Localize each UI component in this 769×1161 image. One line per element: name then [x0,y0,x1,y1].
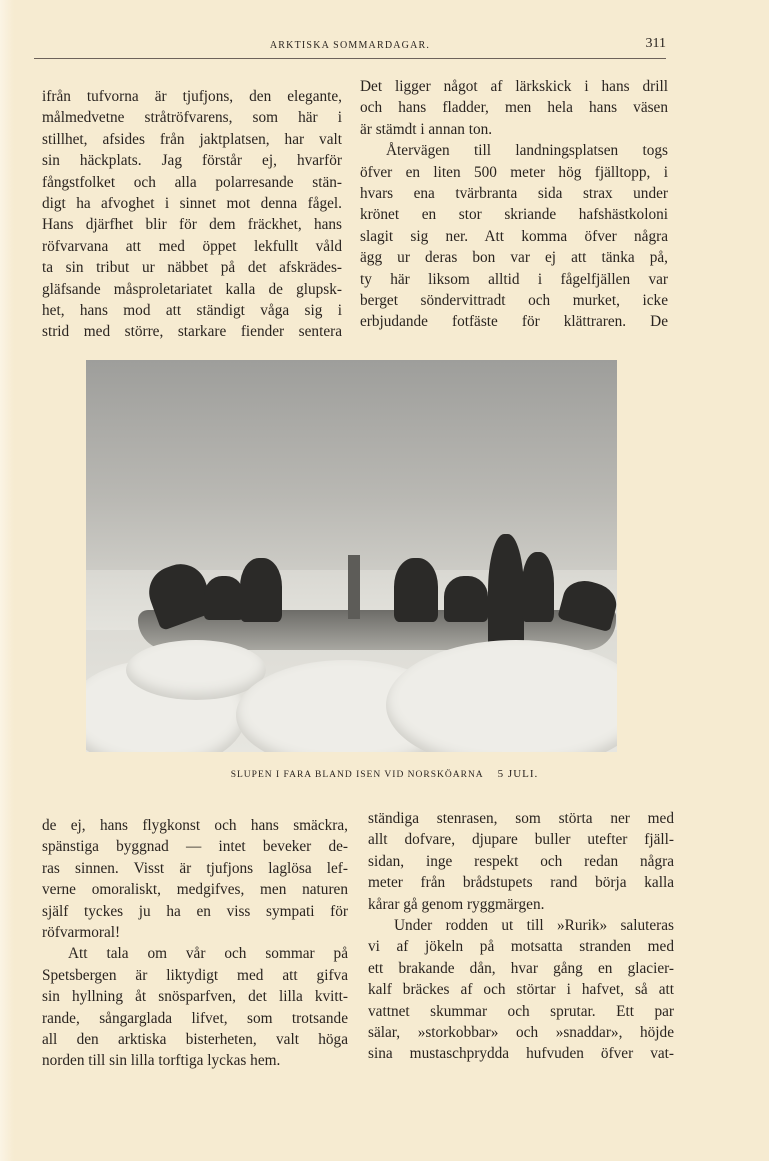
text-line: Det ligger något af lärkskick i hans drill [360,78,668,95]
figure-person [394,558,438,622]
text-line: hvars ena tvärbranta sida strax under [360,184,668,202]
text-line: ifrån tufvorna är tjufjons, den elegante, [42,88,342,105]
text-line: Att tala om vår och sommar på [68,945,348,963]
photograph-boat-in-ice [86,360,617,752]
text-line: norden till sin lilla torftiga lyckas hem. [42,1052,281,1070]
text-line: vattnet skummar och sprutar. Ett par [368,1002,674,1020]
text-line: ett brakande dån, hvar gång en glacier- [368,959,674,977]
text-line: ständiga stenrasen, som störta ner med [368,810,674,827]
text-line: Återvägen till landningsplatsen togs [386,142,668,160]
ice-floe [386,640,617,752]
caption-date: 5 JULI. [497,768,539,780]
figure-caption [0,768,769,780]
page-number: 311 [645,36,666,51]
text-line: ras sinnen. Visst är tjufjons laglösa lef- [42,859,348,877]
page-edge [0,0,14,1161]
text-line: Under rodden ut till »Rurik» saluteras [394,916,674,934]
figure-person [240,558,282,622]
figure-person [204,576,244,620]
text-line: erbjudande fotfäste för klättraren. De [360,313,668,331]
text-line: strid med större, starkare fiender sentera [42,323,342,341]
text-line: Spetsbergen är liktydigt med att gifva [42,966,348,984]
text-line: sidan, inge respekt och redan några [368,852,674,870]
text-line: är stämdt i annan ton. [360,120,493,138]
text-line: krönet en stor skriande hafshästkoloni [360,206,668,224]
text-line: Hans djärfhet blir för dem fräckhet, hans [42,216,342,234]
text-line: röfvarmoral! [42,923,121,941]
text-line: sin häckplats. Jag förstår ej, hvarför [42,152,342,170]
page-header [34,38,666,59]
text-line: fångstfolket och alla polarresande stän- [42,173,342,191]
text-line: målmedvetne stråtröfvarens, som här i [42,109,342,127]
column-bottom-right [368,808,674,1065]
caption-text: SLUPEN I FARA BLAND ISEN VID NORSKÖARNA [230,770,484,780]
text-line: och hans fladder, men hela hans väsen [360,99,668,117]
text-line: ta sin tribut ur näbbet på det afskrädes- [42,259,342,277]
text-line: röfvarvana att med öppet lekfullt våld [42,237,342,255]
text-line: digt ha afvoghet i sinnet mot denna fågel. [42,194,342,212]
text-line: spänstiga byggnad — intet beveker de- [42,838,348,856]
text-line: slagit sig ner. Att komma öfver några [360,227,668,245]
text-line: stillhet, afsides från jaktplatsen, har valt [42,130,342,148]
column-top-right [360,76,668,333]
text-line: meter från brådstupets rand börja kalla [368,874,674,892]
mast-post [348,555,360,619]
text-line: kårar gå genom ryggmärgen. [368,895,545,913]
column-top-left [42,86,342,343]
figure-person [522,552,554,622]
text-line: verne omoraliskt, medgifves, men naturen [42,881,348,899]
column-bottom-left [42,815,348,1072]
text-line: all den arktiska bisterheten, valt höga [42,1030,348,1048]
text-line: de ej, hans flygkonst och hans smäckra, [42,817,348,834]
text-line: allt dofvare, djupare buller utefter fjäll- [368,831,674,849]
text-line: ägg ur deras bon var ej att tänka på, [360,249,668,267]
text-line: sina mustaschprydda hufvuden öfver vat- [368,1045,674,1063]
text-line: gläfsande måsproletariatet kalla de glupsk- [42,280,342,298]
text-line: själf tyckes ju ha en viss sympati för [42,902,348,920]
text-line: rande, sångarglada lifvet, som trotsande [42,1009,348,1027]
text-line: ty här liksom alltid i fågelfjällen var [360,270,668,288]
text-line: sälar, »storkobbar» och »snaddar», höjde [368,1023,674,1041]
running-title: ARKTISKA SOMMARDAGAR. [269,40,431,51]
text-line: sin hyllning åt snösparfven, det lilla kvitt- [42,988,348,1006]
text-line: het, hans mod att ständigt våga sig i [42,301,342,319]
text-line: kalf bräckes af och störtar i hafvet, så att [368,981,674,999]
text-line: berget söndervittradt och murket, icke [360,291,668,309]
ice-floe [126,640,266,700]
text-line: vi af jökeln på motsatta stranden med [368,938,674,956]
text-line: öfver en liten 500 meter hög fjälltopp, i [360,163,668,181]
figure-person [444,576,488,622]
